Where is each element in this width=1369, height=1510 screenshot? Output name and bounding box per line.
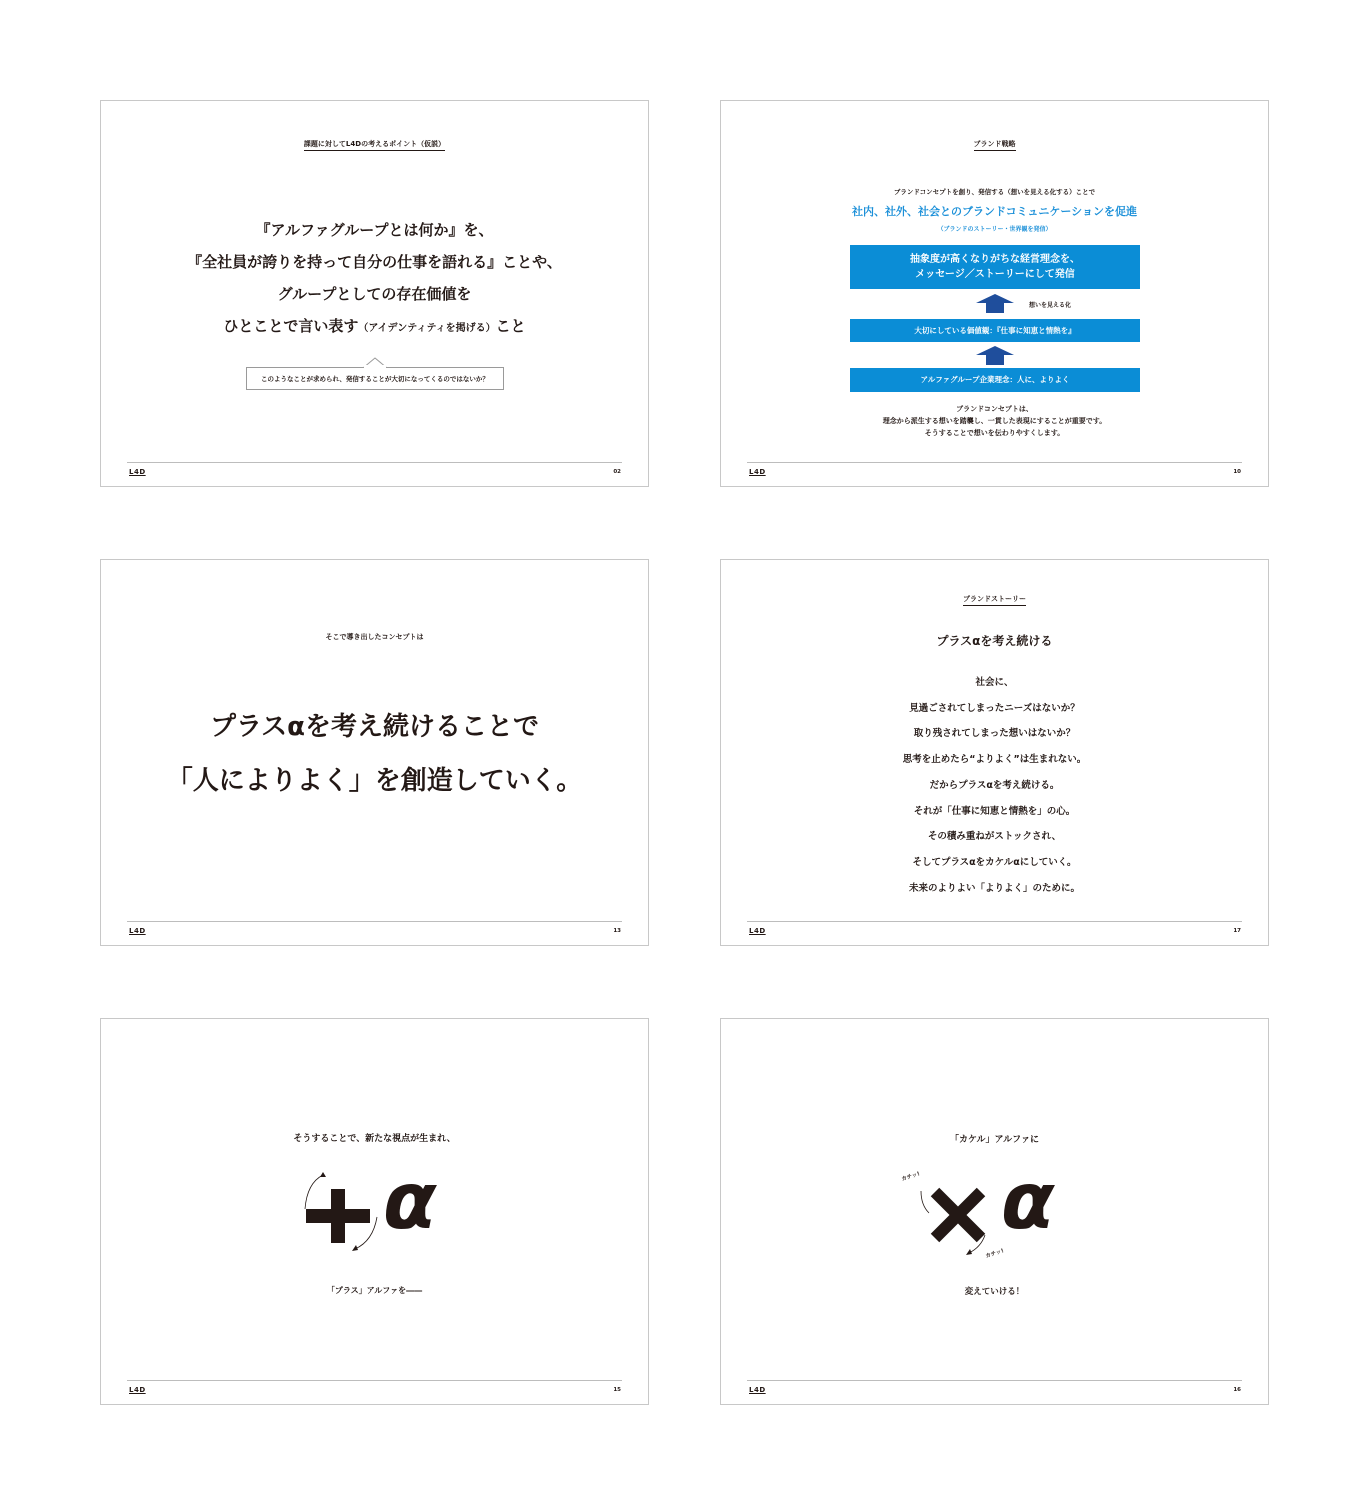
message-line: ひとことで言い表す（アイデンティティを掲げる）こと	[223, 317, 526, 335]
slide-10	[720, 100, 1269, 487]
arrow-up-icon	[976, 294, 1014, 313]
arrow-label: 想いを見える化	[1029, 302, 1072, 309]
slide-17	[720, 559, 1269, 946]
alpha-symbol: α	[383, 1157, 437, 1247]
footer-divider	[747, 1380, 1242, 1381]
sub-headline: （ブランドのストーリー・世界観を発信）	[937, 226, 1052, 233]
callout-box	[246, 367, 504, 390]
slide-16	[720, 1018, 1269, 1405]
l4d-logo: L4D	[129, 927, 146, 935]
footer-divider	[747, 921, 1242, 922]
arrow-up-icon	[976, 346, 1014, 365]
footer-divider	[127, 1380, 622, 1381]
page-number: 15	[613, 1387, 621, 1393]
footer-divider	[747, 462, 1242, 463]
intro-text: ブランドコンセプトを創り、発信する（想いを見える化する）ことで	[893, 188, 1096, 196]
concept-line: プラスαを考え続けることで	[209, 712, 540, 742]
l4d-logo: L4D	[749, 1386, 766, 1394]
bottom-text: 「プラス」アルファを――	[326, 1286, 423, 1295]
concept-message	[101, 700, 648, 808]
alpha-symbol: α	[1001, 1157, 1055, 1247]
footer-divider	[127, 462, 622, 463]
page-number: 17	[1233, 928, 1241, 934]
l4d-logo: L4D	[129, 1386, 146, 1394]
box-philosophy: アルファグループ企業理念：人に、よりよく	[850, 368, 1140, 392]
headline: プラスαを考え続ける	[936, 634, 1053, 648]
box-values: 大切にしている価値観：『仕事に知恵と情熱を』	[850, 319, 1140, 342]
slide-title: ブランド戦略	[721, 139, 1268, 149]
message-line: 『アルファグループとは何か』を、	[255, 221, 494, 239]
l4d-logo: L4D	[749, 927, 766, 935]
multiply-symbol	[929, 1186, 987, 1244]
bottom-text: 変えていける！	[964, 1287, 1025, 1297]
page-number: 02	[613, 469, 621, 475]
page-number: 16	[1233, 1387, 1241, 1393]
bottom-text: ブランドコンセプトは、 理念から派生する想いを踏襲し、一貫した表現にすることが重要です。 そうすることで想いを伝わりやすくします。	[882, 405, 1107, 437]
top-text: 「カケル」アルファに	[949, 1135, 1039, 1145]
box-message: 抽象度が高くなりがちな経営理念を、 メッセージ／ストーリーにして発信	[850, 245, 1140, 289]
page-number: 10	[1233, 469, 1241, 475]
intro-text: そこで導き出したコンセプトは	[325, 633, 424, 641]
plus-symbol	[306, 1189, 370, 1243]
callout-text: このようなことが求められ、発信することが大切になってくるのではないか？	[261, 375, 489, 383]
main-message	[101, 214, 648, 345]
headline: 社内、社外、社会とのブランドコミュニケーションを促進	[852, 205, 1137, 218]
footer-divider	[127, 921, 622, 922]
concept-line: 「人によりよく」を創造していく。	[166, 766, 583, 796]
sfx-text: カチッ!	[900, 1171, 921, 1183]
top-text: そうすることで、新たな視点が生まれ、	[293, 1134, 456, 1144]
slide-13	[100, 559, 649, 946]
slide-title: 課題に対してL4Dの考えるポイント（仮説）	[101, 139, 648, 149]
message-line: 『全社員が誇りを持って自分の仕事を語れる』ことや、	[187, 253, 562, 271]
l4d-logo: L4D	[129, 468, 146, 476]
page-number: 13	[613, 928, 621, 934]
slide-title: ブランドストーリー	[721, 594, 1268, 604]
l4d-logo: L4D	[749, 468, 766, 476]
slide-02	[100, 100, 649, 487]
slide-15	[100, 1018, 649, 1405]
sfx-text: カチッ!	[984, 1248, 1005, 1260]
story-body: 社会に、 見過ごされてしまったニーズはないか？ 取り残されてしまった想いはないか？ 思考を止めたら“よりよく”は生まれない。 だからプラスαを考え続ける。 それが「仕事に知恵と情熱を」の心。 その積み重ねがストックされ、 そしてプラスαをカケルαにしていく。 未来のよりよい「よりよく」のために。	[902, 677, 1087, 894]
message-line: グループとしての存在価値を	[277, 285, 472, 303]
